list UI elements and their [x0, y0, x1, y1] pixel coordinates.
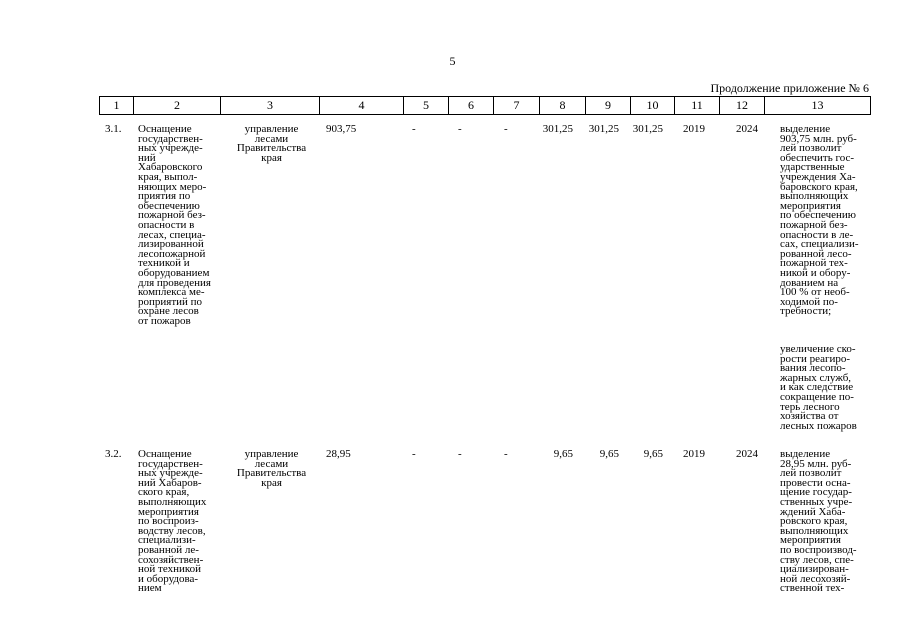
expected-result: выделение 28,95 млн. руб- лей позволит провести осна- щение государ- ственных учре- ждений Хаба- ровского края, выполняющих мероприятия по воспроизвод- ству лесов, спе- циализирован- ной лесохозяй- ственной тех-	[780, 448, 857, 595]
cell-col5: -	[412, 123, 416, 135]
cell-col9: 301,25	[588, 123, 619, 135]
column-header: 2	[134, 97, 221, 115]
measure-name: Оснащение государствен- ных учрежде- ний Хабаров- ского края, выполняющих мероприятия по воспроиз- водству лесов, специализи- рованной ле- сохозяйствен- ной техникой и оборудова- нием	[138, 448, 207, 595]
column-header-row	[100, 97, 871, 115]
expected-result: выделение 903,75 млн. руб- лей позволит обеспечить гос- ударственные учреждения Ха- баровского края, выполняющих мероприятия по обеспечению пожарной без- опасности в ле- сах, специализи- рованной лесо- пожарной тех- никой и обору- дованием на 100 % от необ- ходимой по- требности;	[780, 123, 859, 318]
column-header: 1	[100, 97, 134, 115]
column-header: 11	[675, 97, 720, 115]
column-header: 8	[540, 97, 586, 115]
row-number: 3.1.	[105, 123, 122, 135]
column-header: 3	[221, 97, 320, 115]
total-value: 28,95	[326, 448, 351, 460]
page-number: 5	[449, 54, 456, 68]
cell-col9: 9,65	[599, 448, 619, 460]
cell-col7: -	[504, 448, 508, 460]
measure-name: Оснащение государствен- ных учрежде- ний Хабаровского края, выпол- няющих меро- приятия по обеспечению пожарной без- опасности в лесах, специа- лизированной лесопожарной техникой и оборудованием для проведения комплекса ме- роприятий по охране лесов от пожаров	[138, 123, 211, 327]
column-header: 9	[586, 97, 631, 115]
start-year: 2019	[683, 123, 705, 135]
end-year: 2024	[736, 448, 758, 460]
cell-col5: -	[412, 448, 416, 460]
cell-col8: 9,65	[553, 448, 573, 460]
start-year: 2019	[683, 448, 705, 460]
expected-result-secondary: увеличение ско- рости реагиро- вания лесопо- жарных служб, и как следствие сокращение по- терь лесного хозяйства от лесных пожаров	[780, 343, 857, 432]
column-header: 6	[449, 97, 494, 115]
cell-col6: -	[458, 448, 462, 460]
column-header: 13	[765, 97, 871, 115]
total-value: 903,75	[326, 123, 357, 135]
column-header: 10	[631, 97, 675, 115]
executor: управление лесами Правительства края	[236, 448, 307, 489]
cell-col10: 301,25	[632, 123, 663, 135]
column-header: 7	[494, 97, 540, 115]
column-header: 5	[404, 97, 449, 115]
cell-col8: 301,25	[542, 123, 573, 135]
executor: управление лесами Правительства края	[236, 123, 307, 164]
end-year: 2024	[736, 123, 758, 135]
cell-col7: -	[504, 123, 508, 135]
cell-col6: -	[458, 123, 462, 135]
column-header: 12	[720, 97, 765, 115]
cell-col10: 9,65	[643, 448, 663, 460]
column-header-table	[99, 96, 871, 115]
column-header: 4	[320, 97, 404, 115]
row-number: 3.2.	[105, 448, 122, 460]
continuation-label: Продолжение приложение № 6	[710, 81, 869, 95]
